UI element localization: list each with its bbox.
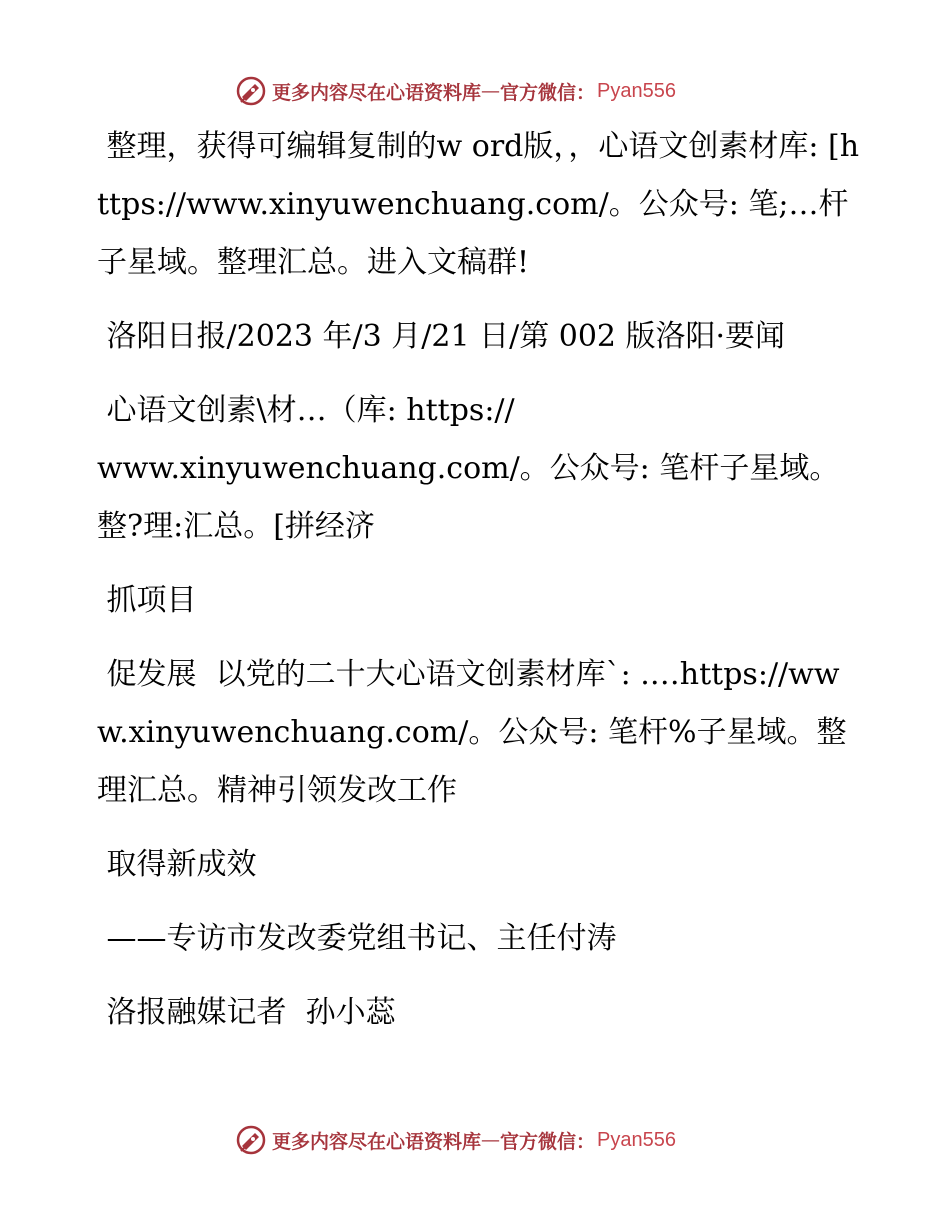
watermark-main-text: 更多内容尽在心语资料库: [272, 1130, 482, 1153]
paragraph-byline: 洛报融媒记者 孙小蕊: [97, 995, 396, 1030]
footer-watermark: [0, 1120, 950, 1160]
watermark-wechat-id: Pyan556: [597, 1128, 676, 1151]
paragraph-headline-2: 促发展 以党的二十大心语文创素材库`: .…https://www.xinyuwenchuang.com/。公众号: 笔杆%子星域。整理汇总。精神引领发改工作: [97, 657, 847, 808]
paragraph-headline-3: 取得新成效: [97, 847, 257, 882]
watermark-wechat-id: Pyan556: [597, 79, 676, 102]
paragraph-headline-1: 抓项目: [97, 583, 197, 618]
article-body: [97, 118, 867, 1058]
watermark-wechat-label: 官方微信：: [500, 81, 596, 104]
watermark-main-text: 更多内容尽在心语资料库: [272, 81, 482, 104]
pen-nib-circle-icon: [236, 76, 266, 106]
header-watermark: [0, 71, 950, 111]
pen-nib-circle-icon: [236, 1125, 266, 1155]
paragraph-intro: 整理，获得可编辑复制的w ord版，，心语文创素材库: [https://www.xinyuwenchuang.com/。公众号: 笔;…杆子星域。整理汇总。进入文稿群!: [97, 129, 860, 280]
paragraph-source: 洛阳日报/2023 年/3 月/21 日/第 002 版洛阳·要闻: [97, 319, 786, 354]
watermark-separator: —: [481, 1129, 501, 1151]
watermark-separator: —: [481, 80, 501, 102]
paragraph-subtitle: ——专访市发改委党组书记、主任付涛: [97, 921, 617, 956]
watermark-wechat-label: 官方微信：: [500, 1130, 596, 1153]
paragraph-library-link: 心语文创素\材…（库: https:// www.xinyuwenchuang.com/。公众号: 笔杆子星域。整?理:汇总。[拼经济: [97, 393, 840, 544]
